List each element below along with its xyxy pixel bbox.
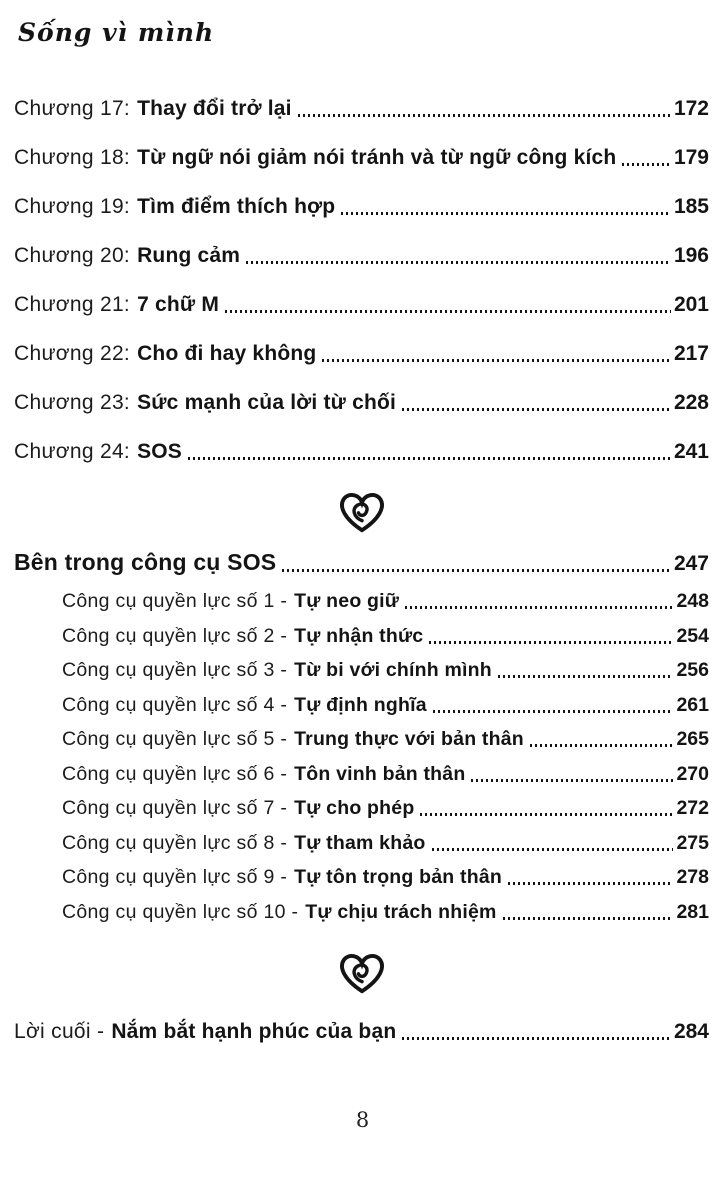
final-title: Nắm bắt hạnh phúc của bạn: [111, 1019, 397, 1043]
toc-entry-tool: [62, 694, 709, 717]
sos-section: [14, 549, 709, 924]
toc-entry-tool: [62, 659, 709, 682]
dot-leader: [322, 359, 671, 362]
tool-prefix: Công cụ quyền lực số 7 -: [62, 797, 288, 819]
chapter-prefix: Chương 24:: [14, 440, 131, 463]
dot-leader: [622, 163, 671, 166]
page-number: 185: [673, 195, 709, 218]
chapter-title: SOS: [137, 440, 183, 463]
page-number: 248: [676, 590, 709, 612]
tool-prefix: Công cụ quyền lực số 8 -: [62, 831, 288, 854]
tool-title: Tự tham khảo: [294, 831, 426, 854]
dot-leader: [402, 1037, 671, 1040]
tool-prefix: Công cụ quyền lực số 2 -: [62, 624, 288, 647]
tool-title: Từ bi với chính mình: [294, 659, 492, 681]
chapter-prefix: Chương 20:: [14, 244, 131, 267]
toc-entry-tool: [62, 728, 709, 751]
page-number: 281: [676, 900, 709, 923]
toc-entry-tool: [62, 797, 709, 820]
chapter-title: Từ ngữ nói giảm nói tránh và từ ngữ công kích: [137, 146, 617, 169]
dot-leader: [341, 212, 671, 215]
page-number: 270: [676, 762, 709, 785]
tool-prefix: Công cụ quyền lực số 6 -: [62, 762, 288, 785]
chapter-prefix: Chương 17:: [14, 97, 131, 120]
dot-leader: [432, 848, 674, 851]
tool-title: Tôn vinh bản thân: [294, 762, 466, 785]
toc-entry-tool: [62, 625, 709, 648]
section-divider: [14, 489, 709, 535]
page-number: 201: [673, 293, 709, 316]
page-number: 272: [676, 797, 709, 819]
page-number: 254: [676, 624, 709, 647]
dot-leader: [530, 744, 674, 747]
dot-leader: [225, 310, 671, 313]
page-number: 261: [676, 693, 709, 716]
dot-leader: [471, 779, 673, 782]
tool-prefix: Công cụ quyền lực số 9 -: [62, 866, 288, 888]
tool-title: Tự cho phép: [294, 797, 415, 819]
dot-leader: [402, 408, 671, 411]
dot-leader: [246, 261, 671, 264]
tool-prefix: Công cụ quyền lực số 1 -: [62, 590, 288, 612]
tool-title: Tự chịu trách nhiệm: [305, 900, 497, 923]
heart-spiral-icon: [336, 489, 388, 535]
page-number-footer: 8: [355, 1108, 370, 1132]
toc-entry-section-heading: [14, 549, 709, 576]
chapter-title: Tìm điểm thích hợp: [137, 195, 336, 218]
tool-title: Tự định nghĩa: [294, 693, 427, 716]
toc-entry-tool: [62, 866, 709, 889]
dot-leader: [282, 569, 671, 572]
tool-prefix: Công cụ quyền lực số 5 -: [62, 728, 288, 750]
dot-leader: [405, 606, 673, 609]
chapter-prefix: Chương 21:: [14, 293, 131, 316]
tool-title: Tự nhận thức: [294, 624, 424, 647]
page-number: 172: [673, 97, 709, 120]
chapter-title: Sức mạnh của lời từ chối: [137, 391, 397, 414]
tool-prefix: Công cụ quyền lực số 3 -: [62, 659, 288, 681]
page-number: 228: [673, 391, 709, 414]
toc-entry-chapter: [14, 342, 709, 366]
toc-entry-chapter: [14, 244, 709, 268]
dot-leader: [503, 917, 674, 920]
chapter-title: Rung cảm: [137, 244, 241, 267]
tool-prefix: Công cụ quyền lực số 4 -: [62, 693, 288, 716]
chapter-list: [14, 97, 709, 464]
toc-entry-chapter: [14, 195, 709, 219]
toc-entry-chapter: [14, 97, 709, 121]
dot-leader: [498, 675, 674, 678]
toc-entry-chapter: [14, 440, 709, 464]
dot-leader: [433, 710, 674, 713]
toc-entry-tool: [62, 763, 709, 786]
toc-entry-tool: [62, 832, 709, 855]
page-number: 247: [673, 552, 709, 575]
dot-leader: [420, 813, 673, 816]
toc-entry-final: [14, 1020, 709, 1044]
toc-entry-tool: [62, 590, 709, 613]
page-number: 256: [676, 659, 709, 681]
tool-title: Tự tôn trọng bản thân: [294, 866, 502, 888]
dot-leader: [188, 457, 671, 460]
dot-leader: [429, 641, 673, 644]
toc-entry-tool: [62, 901, 709, 924]
page-number: 241: [673, 440, 709, 463]
toc-entry-chapter: [14, 391, 709, 415]
tool-prefix: Công cụ quyền lực số 10 -: [62, 900, 299, 923]
chapter-prefix: Chương 19:: [14, 195, 131, 218]
page-number: 196: [673, 244, 709, 267]
chapter-title: Cho đi hay không: [137, 342, 317, 365]
page-number: 284: [673, 1019, 709, 1043]
chapter-prefix: Chương 22:: [14, 342, 131, 365]
chapter-title: Thay đổi trở lại: [137, 97, 292, 120]
heart-spiral-icon: [336, 950, 388, 996]
tool-title: Tự neo giữ: [294, 590, 400, 612]
section-divider: [14, 950, 709, 996]
dot-leader: [298, 114, 671, 117]
page-number: 275: [676, 831, 709, 854]
page-number: 179: [673, 146, 709, 169]
chapter-prefix: Chương 18:: [14, 146, 131, 169]
page-number: 278: [676, 866, 709, 888]
dot-leader: [508, 882, 673, 885]
chapter-title: 7 chữ M: [137, 293, 220, 316]
book-title: Sống vì mình: [18, 18, 215, 47]
final-prefix: Lời cuối -: [14, 1019, 105, 1043]
section-heading-title: Bên trong công cụ SOS: [14, 549, 277, 575]
toc-entry-chapter: [14, 293, 709, 317]
tool-title: Trung thực với bản thân: [294, 728, 524, 750]
chapter-prefix: Chương 23:: [14, 391, 131, 414]
toc-entry-chapter: [14, 146, 709, 170]
page-number: 217: [673, 342, 709, 365]
page-number: 265: [676, 728, 709, 750]
